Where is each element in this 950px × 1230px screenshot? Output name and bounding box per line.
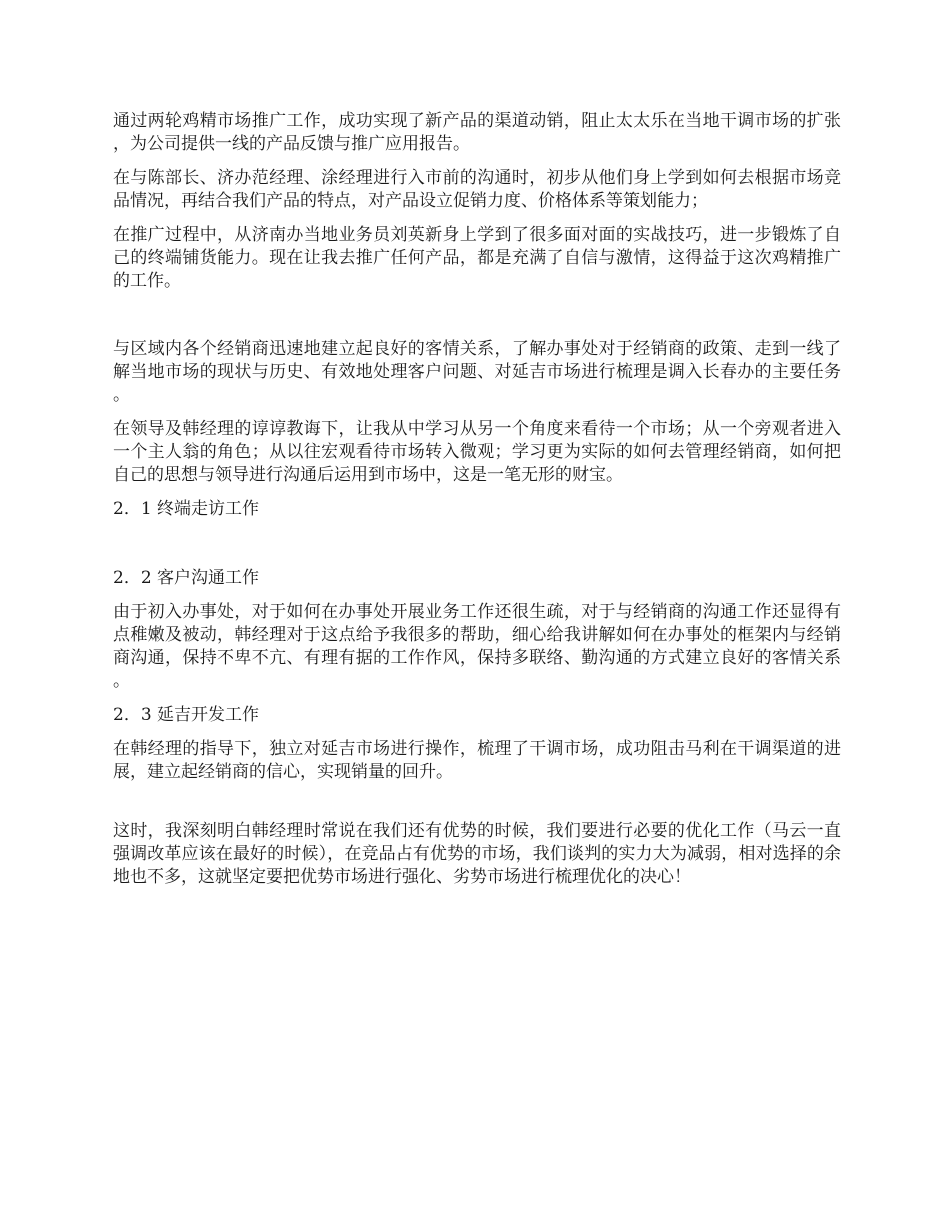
document-body: [113, 110, 841, 900]
paragraph-changchun-tasks: 与区域内各个经销商迅速地建立起良好的客情关系，了解办事处对于经销商的政策、走到一线了解当地市场的现状与历史、有效地处理客户问题、对延吉市场进行梳理是调入长春办的主要任务。: [113, 339, 841, 405]
heading-terminal-visits: 2．1 终端走访工作: [113, 499, 260, 519]
heading-yanji-development: 2．3 延吉开发工作: [113, 705, 260, 725]
paragraph-guidance: 在领导及韩经理的谆谆教诲下，让我从中学习从另一个角度来看待一个市场；从一个旁观者进入一个主人翁的角色；从以往宏观看待市场转入微观；学习更为实际的如何去管理经销商，如何把自己的思想与领导进行沟通后运用到市场中，这是一笔无形的财宝。: [113, 419, 841, 485]
paragraph-yanji-development: 在韩经理的指导下，独立对延吉市场进行操作，梳理了干调市场，成功阻击马利在干调渠道的进展，建立起经销商的信心，实现销量的回升。: [113, 739, 841, 782]
paragraph-promotion-skills: 在推广过程中，从济南办当地业务员刘英新身上学到了很多面对面的实战技巧，进一步锻炼了自己的终端铺货能力。现在让我去推广任何产品，都是充满了自信与激情，这得益于这次鸡精推广的工作。: [113, 225, 841, 291]
section-spacer: [113, 795, 841, 820]
paragraph-customer-communication: 由于初入办事处，对于如何在办事处开展业务工作还很生疏，对于与经销商的沟通工作还显得有点稚嫩及被动，韩经理对于这点给予我很多的帮助，细心给我讲解如何在办事处的框架内与经销商沟通，保持不卑不亢、有理有据的工作作风，保持多联络、勤沟通的方式建立良好的客情关系。: [113, 602, 841, 691]
heading-customer-communication: 2．2 客户沟通工作: [113, 568, 260, 588]
paragraph-optimization-resolve: 这时，我深刻明白韩经理时常说在我们还有优势的时候，我们要进行必要的优化工作（马云一直强调改革应该在最好的时候），在竞品占有优势的市场，我们谈判的实力大为减弱，相对选择的余地也不多，这就坚定要把优势市场进行强化、劣势市场进行梳理优化的决心！: [113, 821, 841, 887]
paragraph-pre-market-communication: 在与陈部长、济办范经理、涂经理进行入市前的沟通时，初步从他们身上学到如何去根据市场竞品情况，再结合我们产品的特点，对产品设立促销力度、价格体系等策划能力；: [113, 168, 841, 211]
section-spacer: [113, 532, 841, 567]
paragraph-promotion-results: 通过两轮鸡精市场推广工作，成功实现了新产品的渠道动销，阻止太太乐在当地干调市场的扩张，为公司提供一线的产品反馈与推广应用报告。: [113, 111, 841, 154]
section-spacer: [113, 304, 841, 338]
